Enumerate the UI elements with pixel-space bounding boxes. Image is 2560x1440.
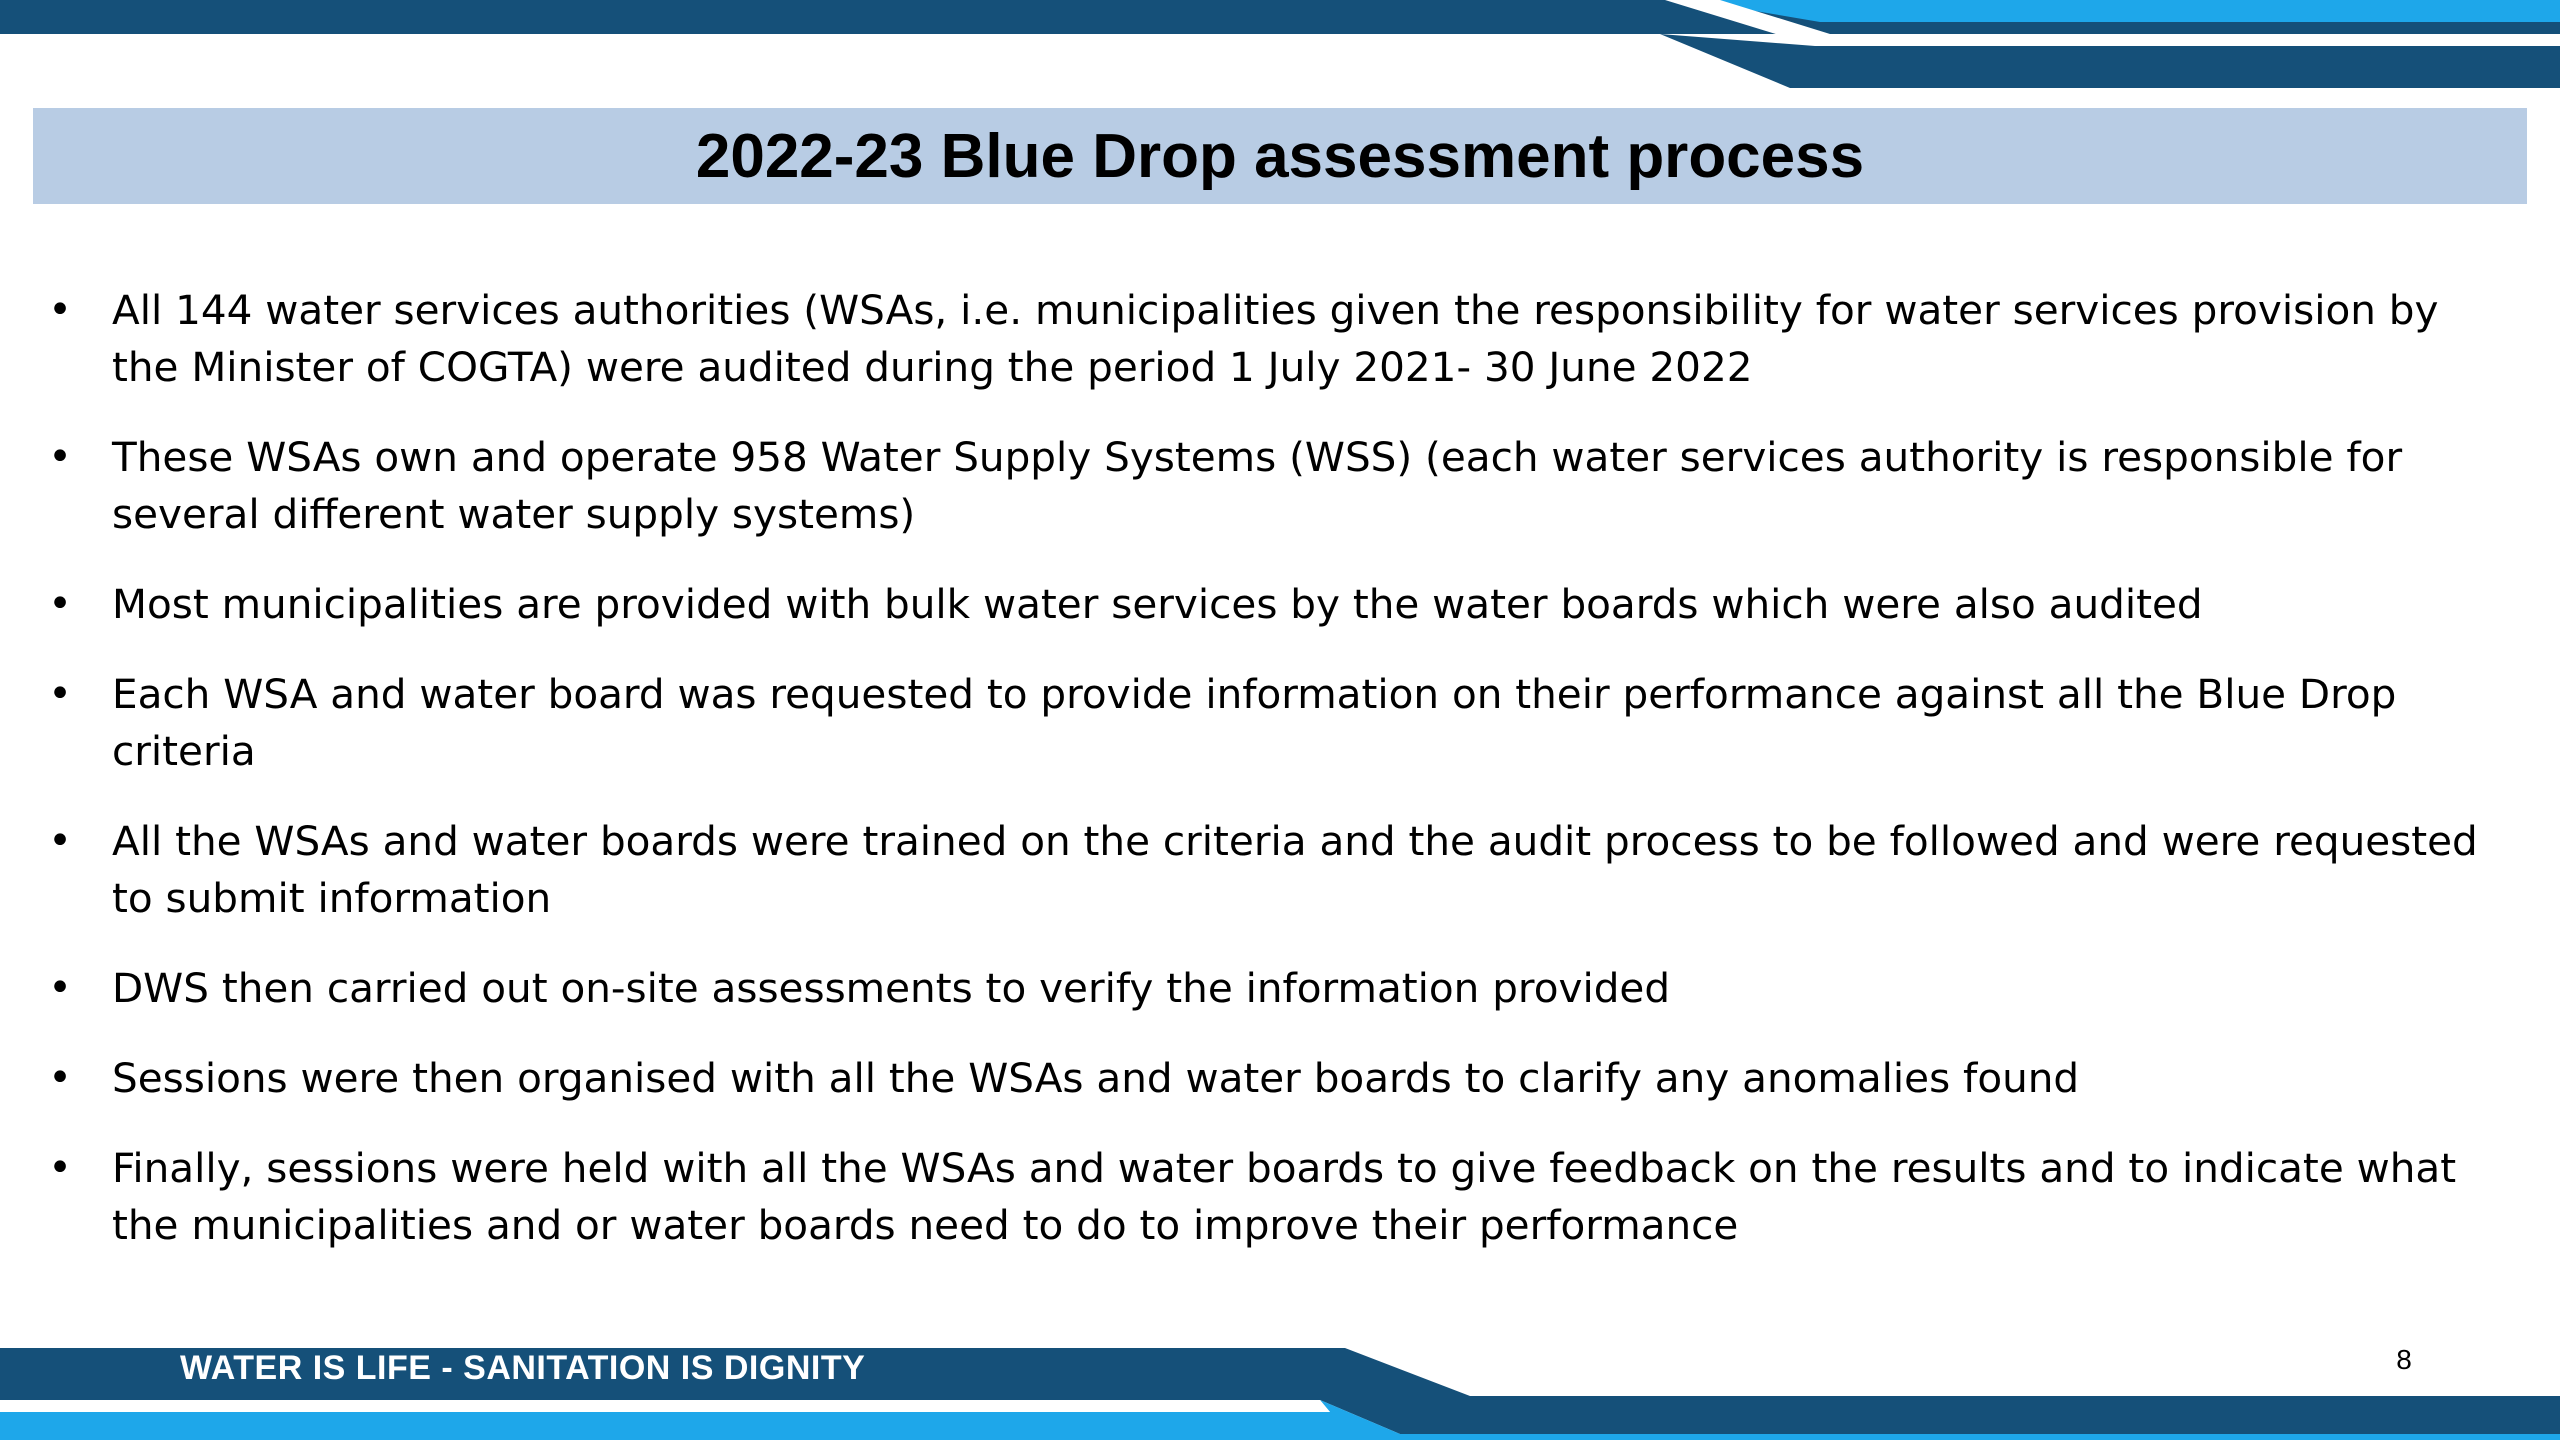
bullet-item bbox=[48, 429, 2488, 543]
bullet-item bbox=[48, 666, 2488, 780]
bullet-text: These WSAs own and operate 958 Water Supply Systems (WSS) (each water services authority is responsible for several different water supply systems) bbox=[112, 433, 2403, 538]
bullet-text: Most municipalities are provided with bulk water services by the water boards which were also audited bbox=[112, 580, 2203, 628]
bullet-item bbox=[48, 960, 2488, 1017]
bullet-text: All 144 water services authorities (WSAs, i.e. municipalities given the responsibility for water services provision by the Minister of COGTA) were audited during the period 1 July 2021- 30 June 2022 bbox=[112, 286, 2439, 391]
bullet-item bbox=[48, 576, 2488, 633]
bullet-text: Each WSA and water board was requested to provide information on their performance against all the Blue Drop criteria bbox=[112, 670, 2397, 775]
bullet-text: Sessions were then organised with all the WSAs and water boards to clarify any anomalies found bbox=[112, 1054, 2080, 1102]
top-decorative-band bbox=[0, 0, 2560, 90]
bullet-text: DWS then carried out on-site assessments to verify the information provided bbox=[112, 964, 1671, 1012]
bullet-dot-icon: • bbox=[48, 434, 72, 480]
bullet-item bbox=[48, 282, 2488, 396]
bullet-item bbox=[48, 1050, 2488, 1107]
bullet-dot-icon: • bbox=[48, 818, 72, 864]
bullet-text: Finally, sessions were held with all the WSAs and water boards to give feedback on the results and to indicate what the municipalities and or water boards need to do to improve their performance bbox=[112, 1144, 2457, 1249]
bullet-list bbox=[48, 282, 2488, 1287]
title-bar bbox=[33, 108, 2527, 204]
bullet-item bbox=[48, 1140, 2488, 1254]
bullet-dot-icon: • bbox=[48, 671, 72, 717]
bullet-dot-icon: • bbox=[48, 1145, 72, 1191]
bullet-text: All the WSAs and water boards were trained on the criteria and the audit process to be followed and were requested to submit information bbox=[112, 817, 2478, 922]
page-number: 8 bbox=[2396, 1344, 2412, 1375]
bullet-dot-icon: • bbox=[48, 1055, 72, 1101]
bullet-item bbox=[48, 813, 2488, 927]
bullet-dot-icon: • bbox=[48, 581, 72, 627]
slide-title: 2022-23 Blue Drop assessment process bbox=[695, 121, 1865, 191]
bullet-dot-icon: • bbox=[48, 965, 72, 1011]
bullet-dot-icon: • bbox=[48, 287, 72, 333]
footer-slogan: WATER IS LIFE - SANITATION IS DIGNITY bbox=[180, 1349, 866, 1387]
